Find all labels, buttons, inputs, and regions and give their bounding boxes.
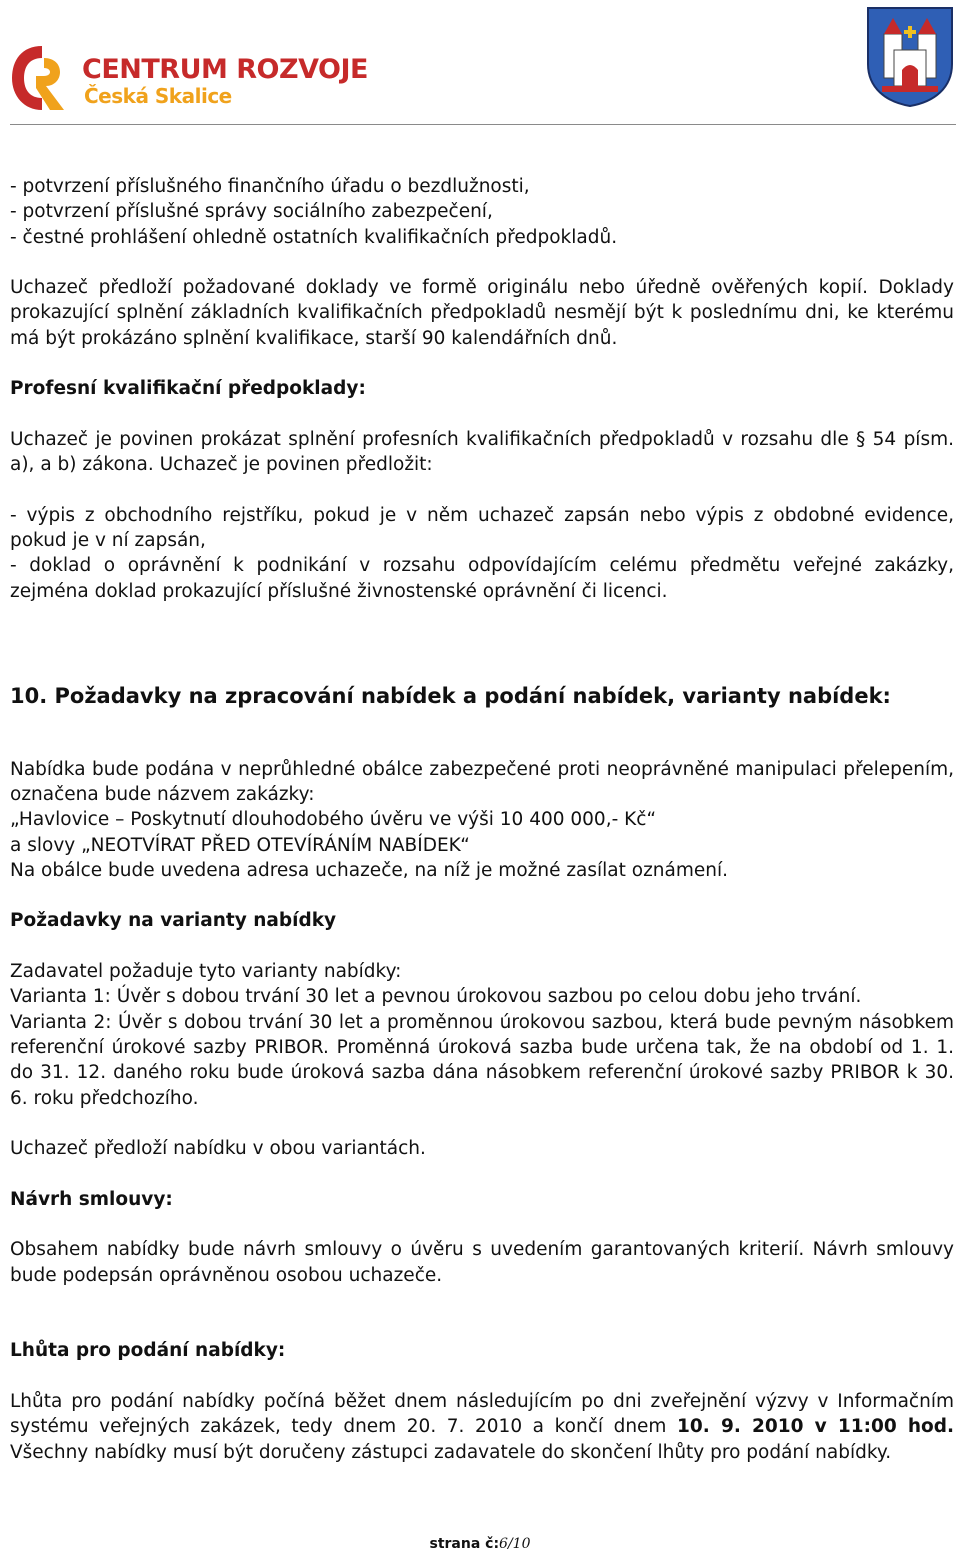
heading-variants: Požadavky na varianty nabídky [10, 910, 337, 932]
heading-contract: Návrh smlouvy: [10, 1188, 173, 1210]
list-item: - potvrzení příslušného finančního úřadu o bezdlužnosti, [10, 176, 530, 197]
paragraph-deadline [10, 1389, 954, 1465]
variants-both: Uchazeč předloží nabídku v obou variantách. [10, 1138, 426, 1160]
deadline-text-2: Všechny nabídky musí být doručeny zástupci zadavatele do skončení lhůty pro podání nabídky. [10, 1441, 892, 1463]
town-crest-icon [864, 4, 956, 108]
page-label: strana č: [429, 1536, 500, 1552]
paragraph-professional: Uchazeč je povinen prokázat splnění profesních kvalifikačních předpokladů v rozsahu dle § 54 písm. a), a b) zákona. Uchazeč je povinen předložit: [10, 428, 954, 476]
page-number: 6/10 [499, 1536, 531, 1552]
section-10-heading: 10. Požadavky na zpracování nabídek a podání nabídek, varianty nabídek: [10, 683, 891, 708]
page-header [0, 0, 960, 130]
logo-line1: CENTRUM ROZVOJE [82, 54, 368, 85]
paragraph-documents: Uchazeč předloží požadované doklady ve formě originálu nebo úředně ověřených kopií. Doklady prokazující splnění základních kvalifikačních předpokladů nesmějí být k poslednímu dni, ke kterému má být prokázáno splnění kvalifikace, starší 90 kalendářních dnů. [10, 277, 954, 349]
heading-professional: Profesní kvalifikační předpoklady: [10, 378, 366, 400]
paragraph-contract: Obsahem nabídky bude návrh smlouvy o úvěru s uvedením garantovaných kriterií. Návrh smlouvy bude podepsán oprávněnou osobou uchazeče. [10, 1239, 954, 1286]
offer-title: „Havlovice – Poskytnutí dlouhodobého úvěru ve výši 10 400 000,- Kč“ [10, 809, 657, 831]
centrum-rozvoje-logo [8, 40, 368, 120]
paragraph-offer-intro: Nabídka bude podána v neprůhledné obálce zabezpečené proti neoprávněné manipulaci přelepením, označena bude názvem zakázky: [10, 758, 954, 805]
heading-deadline: Lhůta pro podání nabídky: [10, 1340, 286, 1362]
header-divider [10, 124, 956, 125]
list-item: - čestné prohlášení ohledně ostatních kvalifikačních předpokladů. [10, 226, 618, 248]
list-item: - potvrzení příslušné správy sociálního zabezpečení, [10, 201, 493, 223]
page-footer [0, 1536, 960, 1552]
variants-intro: Zadavatel požaduje tyto varianty nabídky: [10, 961, 402, 983]
variant-1: Varianta 1: Úvěr s dobou trvání 30 let a pevnou úrokovou sazbou po celou dobu jeho trvání. [10, 986, 862, 1008]
document-body [10, 174, 954, 1465]
logo-line2: Česká Skalice [84, 84, 232, 108]
variant-2: Varianta 2: Úvěr s dobou trvání 30 let a proměnnou úrokovou sazbou, která bude pevným násobkem referenční úrokové sazby PRIBOR. Proměnná úroková sazba bude určena tak, že na období od 1. 1. do 31. 12. daného roku bude úroková sazba dána násobkem referenční úrokové sazby PRIBOR k 30. 6. roku předchozího. [10, 1011, 954, 1109]
logo-mark-icon [8, 40, 74, 116]
list-item: - doklad o oprávnění k podnikání v rozsahu odpovídajícím celému předmětu veřejné zakázky, zejména doklad prokazující příslušné živnostenské oprávnění či licenci. [10, 555, 954, 602]
list-item: - výpis z obchodního rejstříku, pokud je v něm uchazeč zapsán nebo výpis z obdobné evidence, pokud je v ní zapsán, [10, 504, 954, 552]
offer-words: a slovy „NEOTVÍRAT PŘED OTEVÍRÁNÍM NABÍDEK“ [10, 834, 470, 856]
offer-address: Na obálce bude uvedena adresa uchazeče, na níž je možné zasílat oznámení. [10, 859, 729, 881]
deadline-date: 10. 9. 2010 v 11:00 hod. [677, 1416, 955, 1438]
deadline-text-1: Lhůta pro podání nabídky počíná běžet dnem následujícím po dni zveřejnění výzvy v Informačním systému veřejných zakázek, tedy dnem 20. 7. 2010 a končí dnem [10, 1391, 954, 1438]
